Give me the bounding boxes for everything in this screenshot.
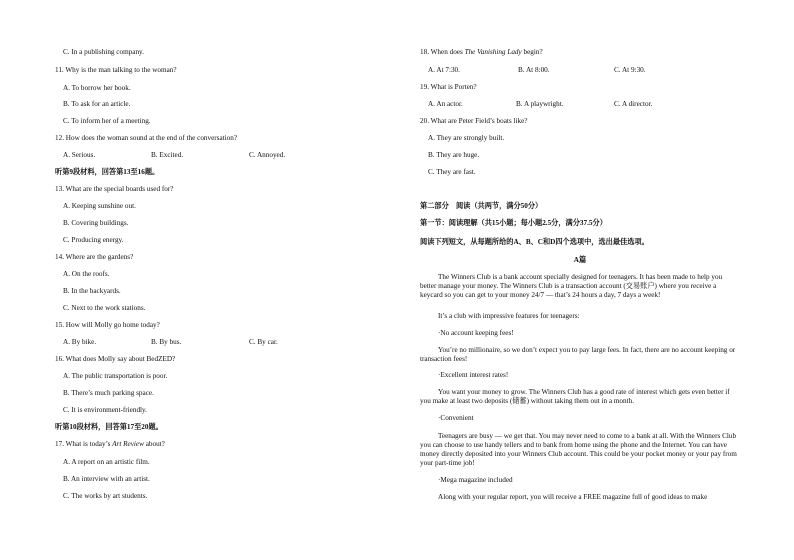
q20-option-c: C. They are fast. — [428, 168, 476, 176]
q19-option-a: A. An actor. — [428, 100, 463, 108]
passage-title: A篇 — [573, 256, 587, 264]
q15-option-a: A. By bike. — [63, 338, 97, 346]
paragraph-3: You’re no millionaire, so we don’t expect you to pay large fees. In fact, there are no account keeping or transaction fees! — [420, 346, 736, 363]
q14-question: 14. Where are the gardens? — [55, 253, 134, 261]
paragraph-2: It’s a club with impressive features for teenagers: — [438, 312, 580, 320]
q15-option-c: C. By car. — [249, 338, 278, 346]
feature-heading-convenient: ·Convenient — [438, 414, 474, 422]
q19-question: 19. What is Porten? — [420, 83, 477, 91]
q16-question: 16. What does Molly say about BedZED? — [55, 355, 176, 363]
q13-option-b: B. Covering buildings. — [63, 219, 129, 227]
paragraph-6: Along with your regular report, you will receive a FREE magazine full of good ideas to make — [438, 493, 708, 501]
feature-heading-fees: ·No account keeping fees! — [438, 329, 514, 337]
q17-text-pre: 17. What is today’s — [55, 440, 113, 448]
q17-option-c: C. The works by art students. — [63, 492, 148, 500]
q17-question — [55, 440, 165, 449]
q17-option-b: B. An interview with an artist. — [63, 475, 150, 483]
paragraph-4: You want your money to grow. The Winners Club has a good rate of interest which gets even better if you make at least two deposits (储蓄) without taking them out in a month. — [420, 388, 730, 405]
q12-option-a: A. Serious. — [63, 151, 96, 159]
q12-question: 12. How does the woman sound at the end of the conversation? — [55, 134, 238, 142]
q17-option-a: A. A report on an artistic film. — [63, 458, 150, 466]
q14-option-a: A. On the roofs. — [63, 270, 110, 278]
q17-title: Art Review — [112, 440, 144, 448]
q19-option-b: B. A playwright. — [516, 100, 564, 108]
q14-option-b: B. In the backyards. — [63, 287, 121, 295]
section-10-heading: 听第10段材料，回答第17至20题。 — [55, 423, 163, 431]
q18-option-b: B. At 8:00. — [518, 66, 550, 74]
q12-option-b: B. Excited. — [151, 151, 184, 159]
q20-option-b: B. They are huge. — [428, 151, 480, 159]
q11-option-b: B. To ask for an article. — [63, 100, 131, 108]
q10-option-c: C. In a publishing company. — [63, 48, 144, 56]
q11-option-c: C. To inform her of a meeting. — [63, 117, 151, 125]
q16-option-c: C. It is environment-friendly. — [63, 406, 147, 414]
q16-option-b: B. There’s much parking space. — [63, 389, 154, 397]
q12-option-c: C. Annoyed. — [249, 151, 286, 159]
q13-option-a: A. Keeping sunshine out. — [63, 202, 136, 210]
reading-instructions: 阅读下列短文，从每题所给的A、B、C和D四个选项中，选出最佳选项。 — [420, 238, 649, 246]
q19-option-c: C. A director. — [614, 100, 653, 108]
part-2-heading: 第二部分 阅读（共两节，满分50分） — [420, 202, 543, 210]
q18-text-post: begin? — [521, 48, 543, 56]
q18-option-c: C. At 9:30. — [614, 66, 646, 74]
q18-question — [420, 48, 543, 57]
q16-option-a: A. The public transportation is poor. — [63, 372, 168, 380]
q15-question: 15. How will Molly go home today? — [55, 321, 160, 329]
q13-question: 13. What are the special boards used for? — [55, 185, 174, 193]
feature-heading-magazine: ·Mega magazine included — [438, 476, 513, 484]
section-9-heading: 听第9段材料，回答第13至16题。 — [55, 168, 160, 176]
q15-option-b: B. By bus. — [151, 338, 182, 346]
q13-option-c: C. Producing energy. — [63, 236, 124, 244]
q18-text-pre: 18. When does — [420, 48, 465, 56]
q11-question: 11. Why is the man talking to the woman? — [55, 66, 177, 74]
q11-option-a: A. To borrow her book. — [63, 84, 131, 92]
q20-option-a: A. They are strongly built. — [428, 134, 505, 142]
q17-text-post: about? — [143, 440, 165, 448]
q20-question: 20. What are Peter Field’s boats like? — [420, 117, 528, 125]
paragraph-5: Teenagers are busy — we get that. You may never need to come to a bank at all. With the Winners Club you can choose to use handy tellers and to bank from home using the phone and the Internet. You can have money directly deposited into your Winners Club account. This could be your pocket money or your pay from your part-time job! — [420, 432, 737, 467]
q14-option-c: C. Next to the work stations. — [63, 304, 146, 312]
section-1-heading: 第一节：阅读理解（共15小题；每小题2.5分，满分37.5分） — [420, 219, 607, 227]
q18-title: The Vanishing Lady — [464, 48, 522, 56]
q18-option-a: A. At 7:30. — [428, 66, 460, 74]
paragraph-1: The Winners Club is a bank account specially designed for teenagers. It has been made to help you better manage your money. The Winners Club is a transaction account (交易账户) where you receive a keycard so you can get to your money 24/7 — that’s 24 hours a day, 7 days a week! — [420, 273, 723, 299]
feature-heading-interest: ·Excellent interest rates! — [438, 371, 509, 379]
